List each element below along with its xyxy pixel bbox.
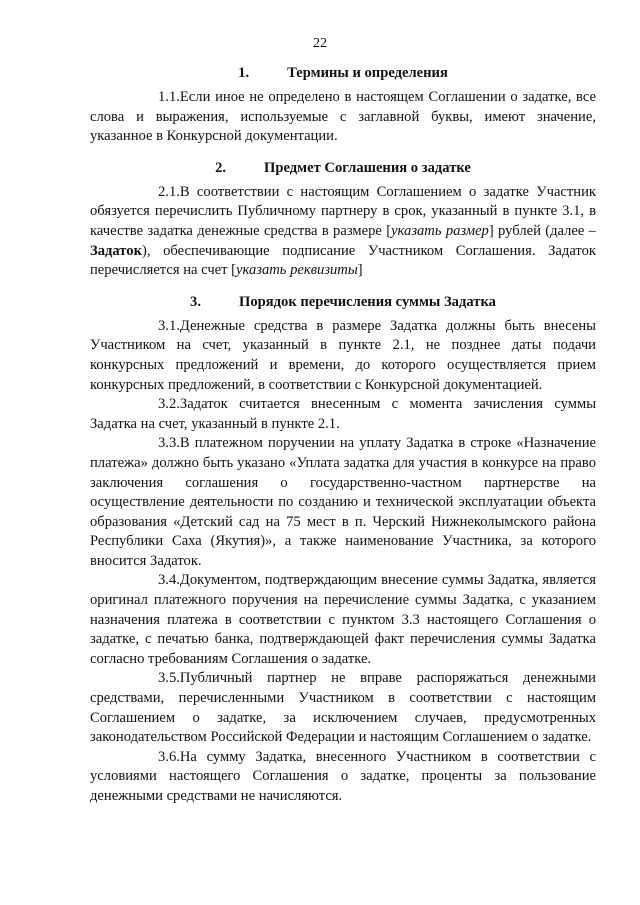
section-title: Порядок перечисления суммы Задатка — [239, 293, 496, 310]
paragraph-3-1 — [90, 317, 596, 395]
placeholder-amount: указать размер — [391, 222, 489, 239]
placeholder-requisites: указать реквизиты — [236, 262, 358, 279]
paragraph-number: 3.2. — [158, 396, 180, 413]
paragraph-number: 3.6. — [158, 748, 180, 765]
paragraph-text: В платежном поручении на уплату Задатка в строке «Назначение платежа» должно быть указано «Уплата задатка для участия в конкурсе на право заключения соглашения о государственно-частном партнерстве на осуществление деятельности по созданию и технической эксплуатации объекта образования «Детский сад на 75 мест в п. Черский Нижнеколымского района Республики Саха (Якутия)», а также наименование Участника, за которого вносится Задаток. — [90, 435, 596, 569]
paragraph-text: Если иное не определено в настоящем Соглашении о задатке, все слова и выражения, используемые с заглавной буквы, имеют значение, указанное в Конкурсной документации. — [90, 89, 596, 145]
section-number: 3. — [190, 293, 201, 310]
page-number: 22 — [313, 36, 327, 51]
section-title: Предмет Соглашения о задатке — [264, 159, 471, 176]
paragraph-number: 3.1. — [158, 317, 180, 334]
paragraph-number: 2.1. — [158, 183, 180, 200]
paragraph-text: ] рублей (далее – — [488, 222, 596, 239]
paragraph-3-3 — [90, 434, 596, 571]
section-number: 1. — [238, 65, 250, 81]
document-body — [90, 62, 596, 807]
paragraph-3-5 — [90, 669, 596, 747]
section-number: 2. — [215, 159, 227, 176]
paragraph-number: 3.3. — [158, 435, 180, 452]
paragraph-text: Задаток считается внесенным с момента зачисления суммы Задатка на счет, указанный в пункте 2.1. — [90, 396, 596, 432]
paragraph-3-2 — [90, 395, 596, 434]
paragraph-text: Публичный партнер не вправе распоряжаться денежными средствами, перечисленными Участником в соответствии с настоящим Соглашением о задатке, за исключением случаев, предусмотренных законодательством Российской Федерации и настоящим Соглашением о задатке. — [90, 670, 596, 746]
paragraph-text: На сумму Задатка, внесенного Участником в соответствии с условиями настоящего Соглашения о задатке, проценты за пользование денежными средствами не начисляются. — [90, 748, 596, 804]
paragraph-text: ), обеспечивающие подписание Участником Соглашения. Задаток перечисляется на счет [ — [90, 242, 596, 279]
section-heading-3 — [90, 291, 596, 313]
paragraph-1-1 — [90, 88, 596, 147]
paragraph-number: 3.4. — [158, 572, 180, 589]
paragraph-number: 3.5. — [158, 670, 180, 687]
paragraph-text: ] — [357, 262, 363, 279]
paragraph-text: Документом, подтверждающим внесение суммы Задатка, является оригинал платежного поручения на перечисление суммы Задатка, с указанием назначения платежа в соответствии с пунктом 3.3 настоящего Соглашения о задатке, с печатью банка, подтверждающей факт перечисления суммы Задатка согласно требованиям Соглашения о задатке. — [90, 572, 596, 667]
paragraph-number: 1.1. — [158, 89, 180, 105]
paragraph-2-1 — [90, 183, 596, 281]
defined-term: Задаток — [90, 242, 142, 259]
section-title: Термины и определения — [287, 65, 448, 81]
paragraph-text: Денежные средства в размере Задатка должны быть внесены Участником на счет, указанный в пункте 2.1, не позднее даты подачи конкурсных предложений и времени, до которого осуществляется прием конкурсных предложений, в соответствии с Конкурсной документацией. — [90, 317, 596, 393]
section-heading-2 — [90, 157, 596, 179]
paragraph-text: В соответствии с настоящим Соглашением о задатке Участник обязуется перечислить Публичному партнеру в срок, указанный в пункте 3.1, в качестве задатка денежные средства в размере [ — [90, 183, 596, 239]
section-heading-1 — [90, 62, 596, 84]
paragraph-3-6 — [90, 748, 596, 807]
paragraph-3-4 — [90, 571, 596, 669]
